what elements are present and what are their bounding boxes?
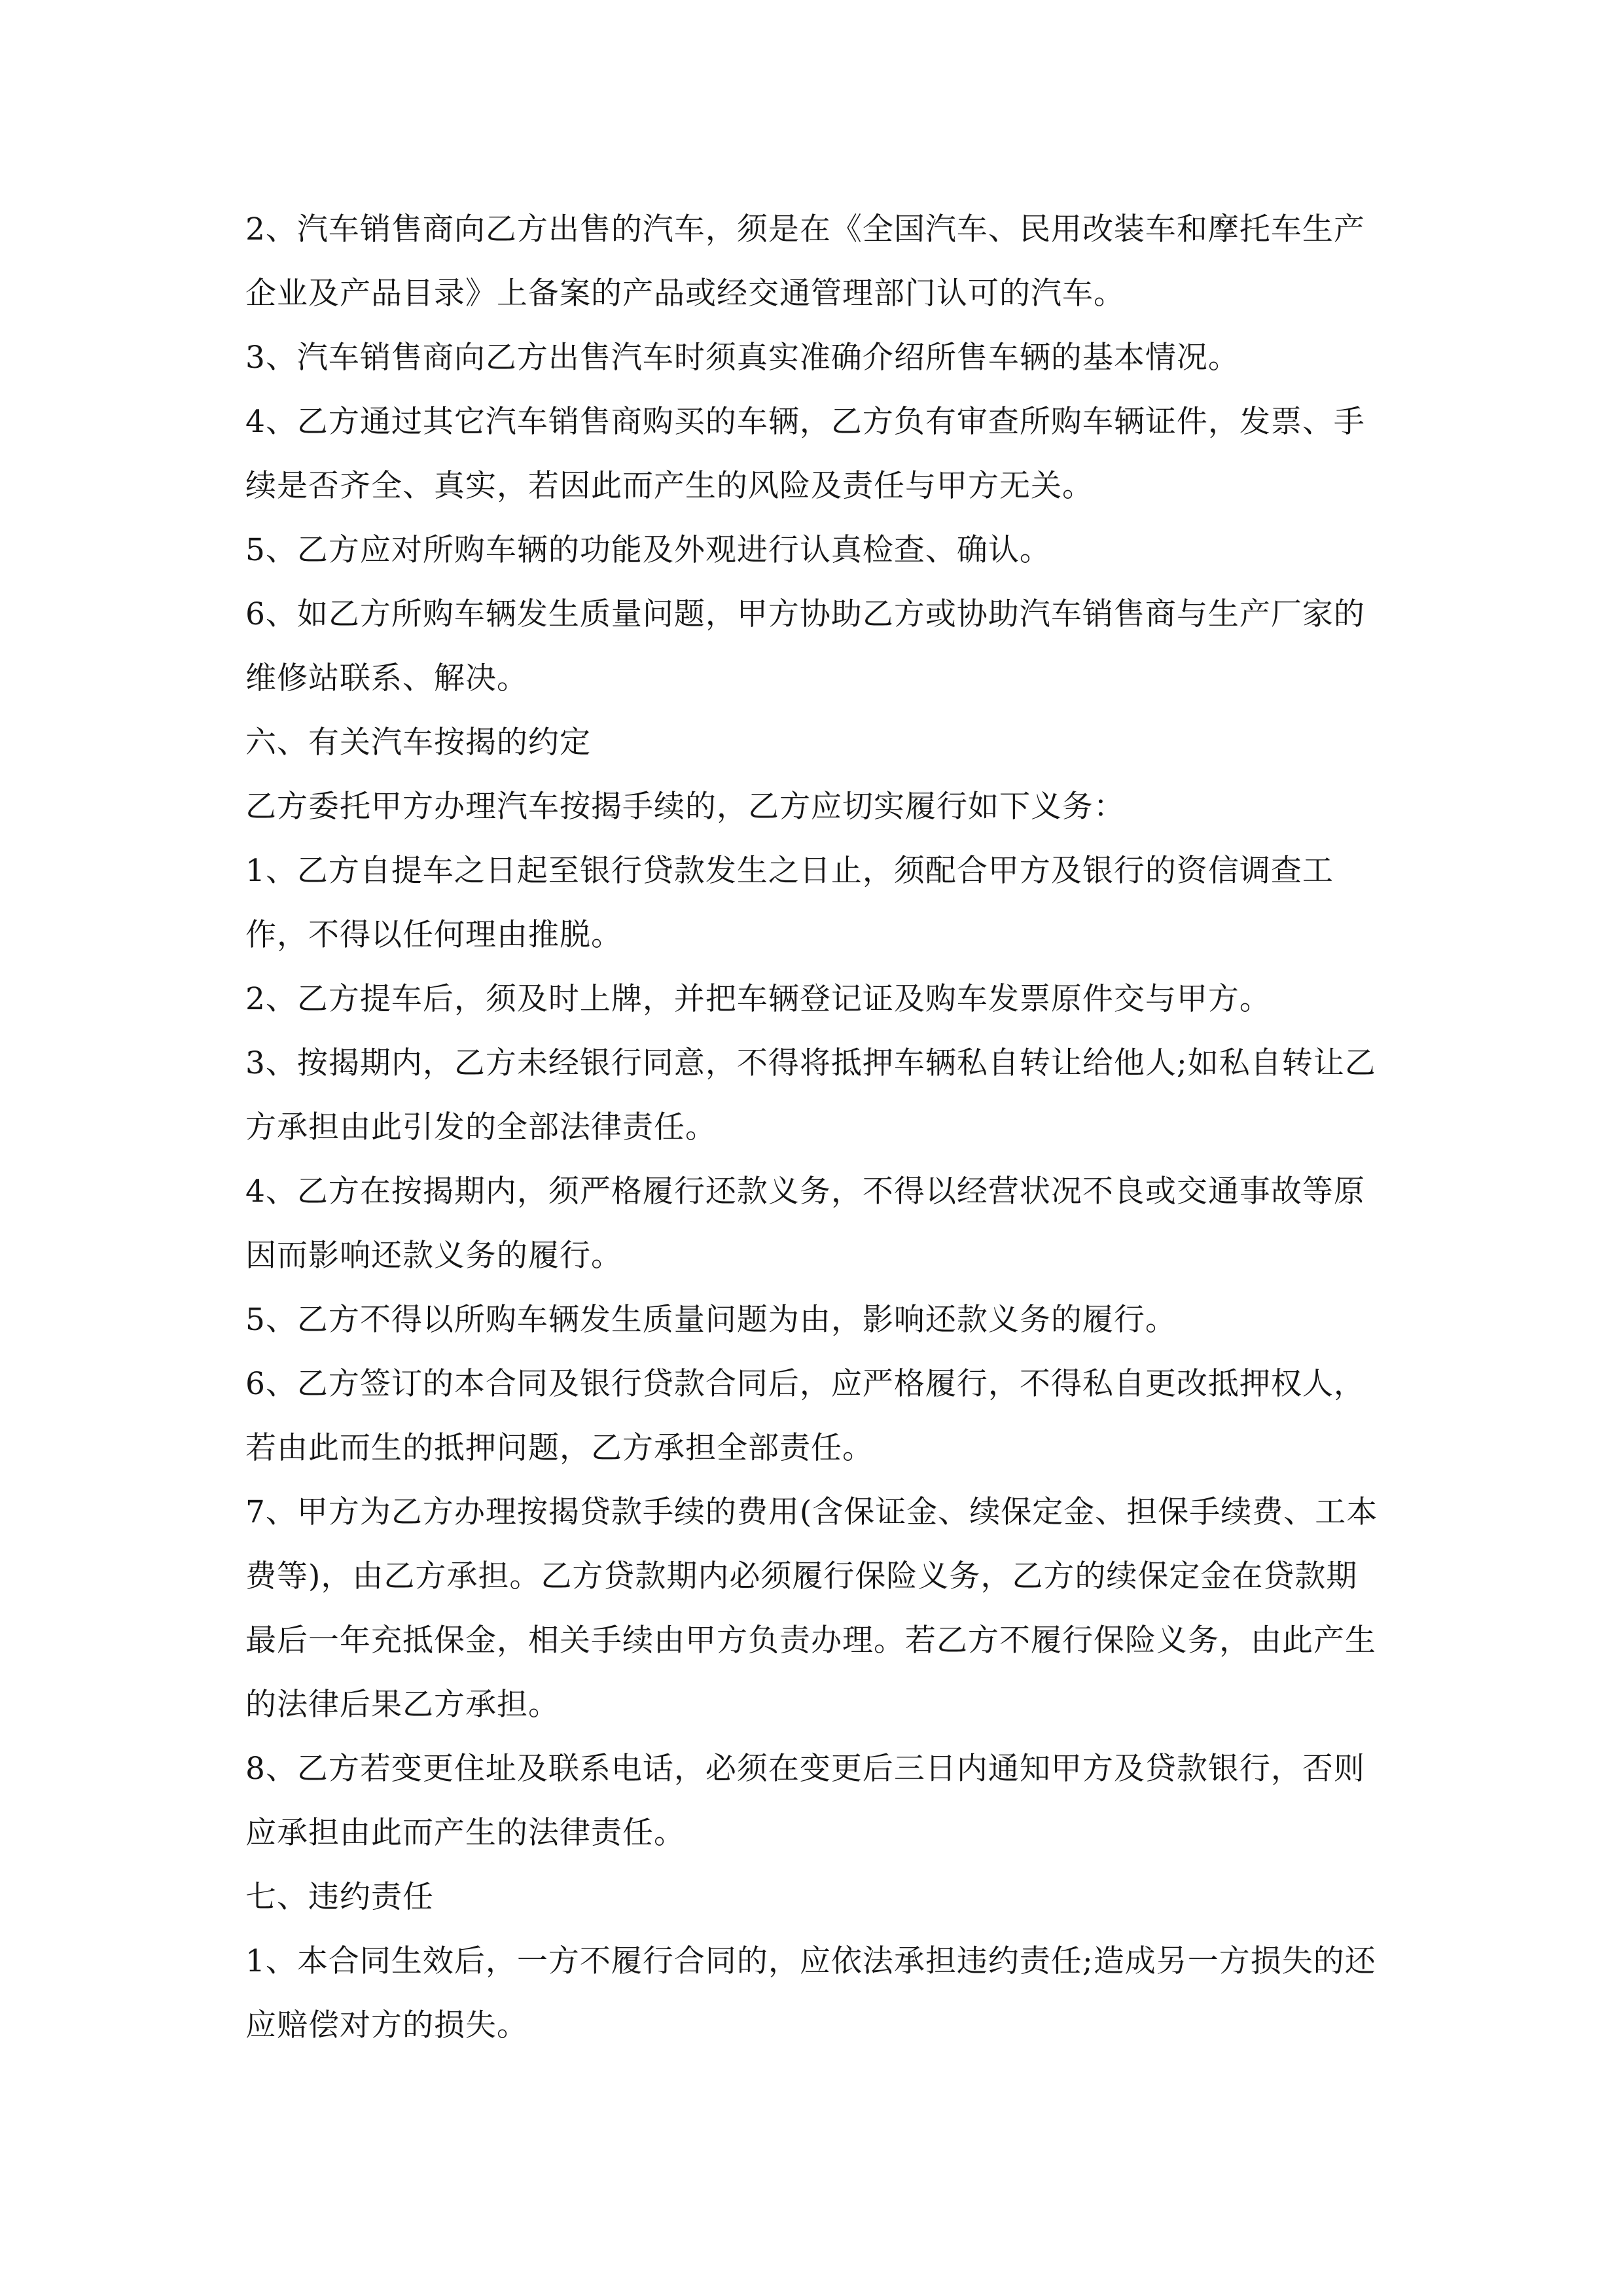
section-heading-breach: 七、违约责任 [245, 1879, 434, 1915]
mortgage-intro: 乙方委托甲方办理汽车按揭手续的，乙方应切实履行如下义务： [245, 789, 1125, 825]
clause-6-quality-issues: 6、如乙方所购车辆发生质量问题，甲方协助乙方或协助汽车销售商与生产厂家的维修站联系、解决。 [245, 596, 1365, 696]
clause-4-other-dealers: 4、乙方通过其它汽车销售商购买的车辆，乙方负有审查所购车辆证件，发票、手续是否齐全、真实，若因此而产生的风险及责任与甲方无关。 [245, 404, 1365, 504]
mortgage-clause-7: 7、甲方为乙方办理按揭贷款手续的费用(含保证金、续保定金、担保手续费、工本费等)，由乙方承担。乙方贷款期内必须履行保险义务，乙方的续保定金在贷款期最后一年充抵保金，相关手续由甲方负责办理。若乙方不履行保险义务，由此产生的法律后果乙方承担。 [245, 1494, 1378, 1723]
clause-3-vehicle-info: 3、汽车销售商向乙方出售汽车时须真实准确介绍所售车辆的基本情况。 [245, 340, 1240, 376]
mortgage-clause-6: 6、乙方签订的本合同及银行贷款合同后，应严格履行，不得私自更改抵押权人，若由此而生的抵押问题，乙方承担全部责任。 [245, 1366, 1365, 1466]
mortgage-clause-8: 8、乙方若变更住址及联系电话，必须在变更后三日内通知甲方及贷款银行，否则应承担由此而产生的法律责任。 [245, 1751, 1365, 1851]
mortgage-clause-2: 2、乙方提车后，须及时上牌，并把车辆登记证及购车发票原件交与甲方。 [245, 981, 1271, 1017]
breach-clause-1: 1、本合同生效后，一方不履行合同的，应依法承担违约责任;造成另一方损失的还应赔偿对方的损失。 [245, 1943, 1376, 2043]
mortgage-clause-1: 1、乙方自提车之日起至银行贷款发生之日止，须配合甲方及银行的资信调查工作，不得以任何理由推脱。 [245, 853, 1334, 953]
mortgage-clause-4: 4、乙方在按揭期内，须严格履行还款义务，不得以经营状况不良或交通事故等原因而影响还款义务的履行。 [245, 1174, 1365, 1274]
mortgage-clause-3: 3、按揭期内，乙方未经银行同意，不得将抵押车辆私自转让给他人;如私自转让乙方承担由此引发的全部法律责任。 [245, 1045, 1376, 1145]
document-body [245, 198, 1381, 2058]
clause-2-vehicle-catalog: 2、汽车销售商向乙方出售的汽车，须是在《全国汽车、民用改装车和摩托车生产企业及产品目录》上备案的产品或经交通管理部门认可的汽车。 [245, 211, 1365, 312]
clause-5-inspection: 5、乙方应对所购车辆的功能及外观进行认真检查、确认。 [245, 532, 1051, 568]
mortgage-clause-5: 5、乙方不得以所购车辆发生质量问题为由，影响还款义务的履行。 [245, 1302, 1177, 1338]
section-heading-mortgage: 六、有关汽车按揭的约定 [245, 725, 591, 761]
